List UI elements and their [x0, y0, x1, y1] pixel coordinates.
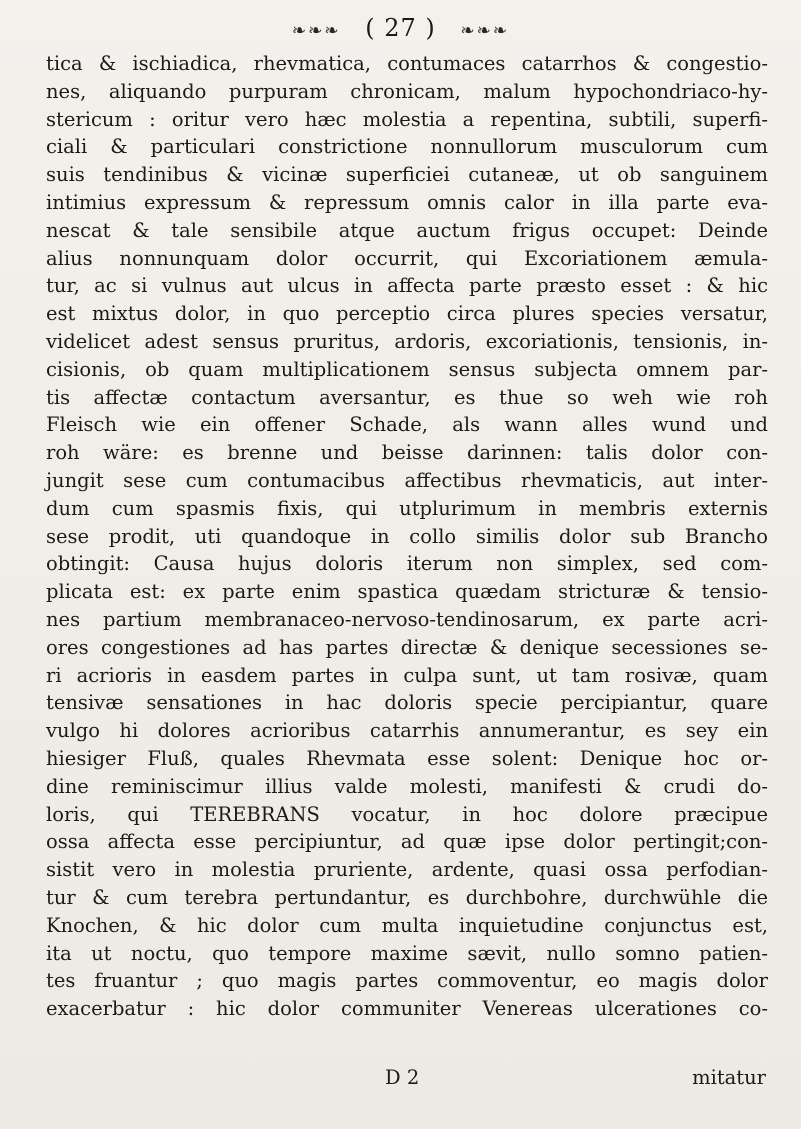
text-line: tes fruantur ; quo magis partes commoventur, eo magis dolor — [46, 969, 768, 993]
text-line: ossa affecta esse percipiuntur, ad quæ ipse dolor pertingit;con- — [46, 830, 768, 854]
text-line: stericum : oritur vero hæc molestia a repentina, subtili, superfi- — [46, 107, 768, 131]
text-line: ri acrioris in easdem partes in culpa sunt, ut tam rosivæ, quam — [46, 663, 768, 687]
text-line: nes, aliquando purpuram chronicam, malum hypochondriaco-hy- — [46, 79, 768, 103]
text-line: plicata est: ex parte enim spastica quædam stricturæ & tensio- — [46, 580, 768, 604]
text-line: tensivæ sensationes in hac doloris specie percipiantur, quare — [46, 691, 768, 715]
page-header — [0, 14, 801, 42]
text-line: intimius expressum & repressum omnis calor in illa parte eva- — [46, 190, 768, 214]
text-line: Fleisch wie ein offener Schade, als wann alles wund und — [46, 413, 768, 437]
text-line: tur & cum terebra pertundantur, es durchbohre, durchwühle die — [46, 885, 768, 909]
text-line: hiesiger Fluß, quales Rhevmata esse solent: Denique hoc or- — [46, 746, 768, 770]
text-line: alius nonnunquam dolor occurrit, qui Excoriationem æmula- — [46, 246, 768, 270]
text-line: ciali & particulari constrictione nonnullorum musculorum cum — [46, 135, 768, 159]
text-line: vulgo hi dolores acrioribus catarrhis annumerantur, es sey ein — [46, 719, 768, 743]
text-line: exacerbatur : hic dolor communiter Venereas ulcerationes co- — [46, 997, 768, 1021]
catchword: mitatur — [692, 1066, 766, 1089]
text-line: cisionis, ob quam multiplicationem sensus subjecta omnem par- — [46, 357, 768, 381]
text-line: obtingit: Causa hujus doloris iterum non simplex, sed com- — [46, 552, 768, 576]
text-line: Knochen, & hic dolor cum multa inquietudine conjunctus est, — [46, 913, 768, 937]
text-line: sistit vero in molestia pruriente, ardente, quasi ossa perfodian- — [46, 858, 768, 882]
text-line: dine reminiscimur illius valde molesti, manifesti & crudi do- — [46, 774, 768, 798]
ornament-left: ❧❧❧ — [291, 21, 341, 41]
text-line: dum cum spasmis fixis, qui utplurimum in membris externis — [46, 496, 768, 520]
text-line: est mixtus dolor, in quo perceptio circa plures species versatur, — [46, 302, 768, 326]
ornament-right: ❧❧❧ — [460, 21, 510, 41]
signature-mark: D 2 — [385, 1066, 420, 1089]
body-text — [46, 50, 768, 1023]
text-line: videlicet adest sensus pruritus, ardoris, excoriationis, tensionis, in- — [46, 329, 768, 353]
text-line: roh wäre: es brenne und beisse darinnen: talis dolor con- — [46, 441, 768, 465]
text-line: tica & ischiadica, rhevmatica, contumaces catarrhos & congestio- — [46, 52, 768, 75]
page-number: ( 27 ) — [365, 14, 436, 42]
text-line: nes partium membranaceo-nervoso-tendinosarum, ex parte acri- — [46, 607, 768, 631]
text-line: loris, qui TEREBRANS vocatur, in hoc dolore præcipue — [46, 802, 768, 826]
text-line: ita ut noctu, quo tempore maxime sævit, nullo somno patien- — [46, 941, 768, 965]
text-line: tis affectæ contactum aversantur, es thue so weh wie roh — [46, 385, 768, 409]
text-line: suis tendinibus & vicinæ superficiei cutaneæ, ut ob sanguinem — [46, 163, 768, 187]
text-line: ores congestiones ad has partes directæ & denique secessiones se- — [46, 635, 768, 659]
text-line: sese prodit, uti quandoque in collo similis dolor sub Brancho — [46, 524, 768, 548]
text-line: tur, ac si vulnus aut ulcus in affecta parte præsto esset : & hic — [46, 274, 768, 298]
text-line: jungit sese cum contumacibus affectibus rhevmaticis, aut inter- — [46, 468, 768, 492]
text-line: nescat & tale sensibile atque auctum frigus occupet: Deinde — [46, 218, 768, 242]
